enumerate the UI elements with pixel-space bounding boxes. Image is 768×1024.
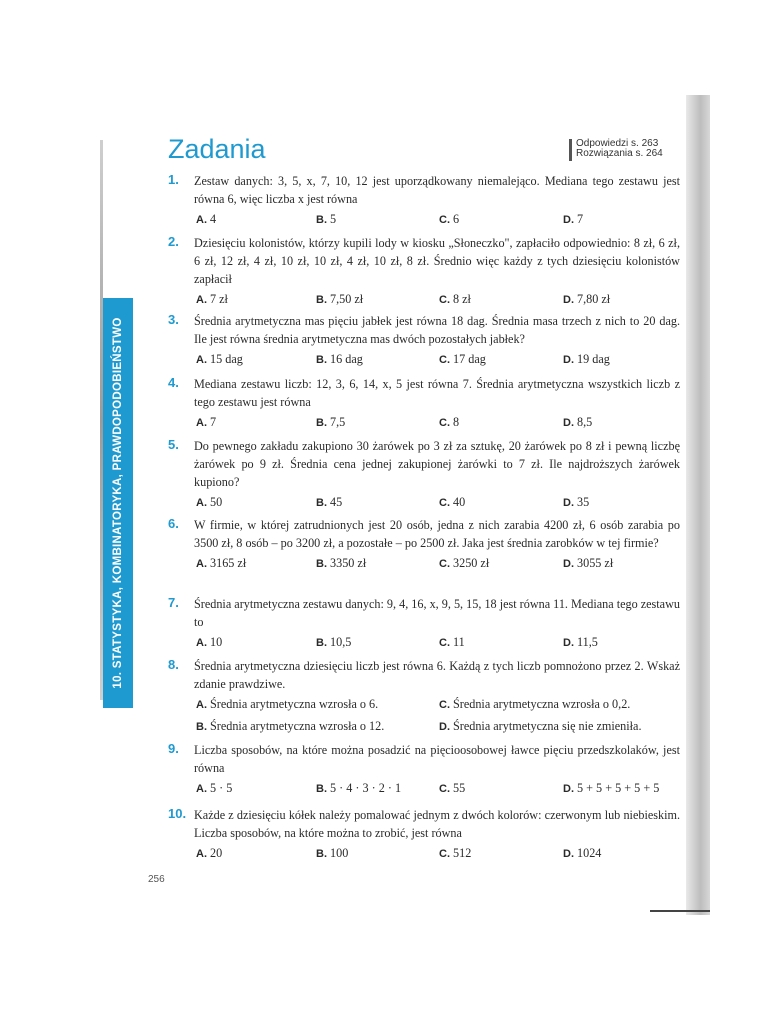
answer-option: A. 5 · 5	[196, 781, 233, 795]
task-number: 7.	[168, 595, 179, 610]
answer-option: A. 15 dag	[196, 352, 243, 366]
answer-option: A. Średnia arytmetyczna wzrosła o 6.	[196, 697, 379, 711]
answer-row	[168, 415, 680, 433]
answer-option: A. 7 zł	[196, 292, 228, 306]
answer-option: C. 8	[439, 415, 460, 429]
task-number: 4.	[168, 375, 179, 390]
answer-option: B. 10,5	[316, 635, 352, 649]
answer-row	[168, 846, 680, 864]
task	[168, 806, 680, 864]
task	[168, 657, 680, 737]
task-question: W firmie, w której zatrudnionych jest 20 osób, jedna z nich zarabia 4200 zł, 6 osób zarabia po 3500 zł, 8 osób – po 3200 zł, a pozostałe – po 2500 zł. Jaka jest średnia zarobków w tej firmie?	[194, 518, 680, 550]
task-number: 3.	[168, 312, 179, 327]
task	[168, 741, 680, 799]
answer-option: B. 100	[316, 846, 349, 860]
answer-option: D. 19 dag	[563, 352, 610, 366]
task	[168, 375, 680, 433]
answer-option: A. 20	[196, 846, 223, 860]
answer-option: C. 6	[439, 212, 460, 226]
answer-row	[168, 635, 680, 653]
answer-option: A. 7	[196, 415, 217, 429]
task-question: Średnia arytmetyczna mas pięciu jabłek jest równa 18 dag. Średnia masa trzech z nich to 20 dag. Ile jest równa średnia arytmetyczna mas dwóch pozostałych jabłek?	[194, 314, 680, 346]
answer-option: C. 11	[439, 635, 465, 649]
answer-option: D. 1024	[563, 846, 602, 860]
answer-option: D. 35	[563, 495, 590, 509]
answer-option: D. 3055 zł	[563, 556, 614, 570]
answer-option: D. 7	[563, 212, 584, 226]
task-question: Średnia arytmetyczna zestawu danych: 9, 4, 16, x, 9, 5, 15, 18 jest równa 11. Mediana tego zestawu to	[194, 597, 680, 629]
answer-option: C. 40	[439, 495, 466, 509]
answer-option: C. 512	[439, 846, 472, 860]
task	[168, 172, 680, 230]
answer-option: D. 8,5	[563, 415, 593, 429]
task-question: Zestaw danych: 3, 5, x, 7, 10, 12 jest uporządkowany niemalejąco. Mediana tego zestawu jest równa 6, więc liczba x jest równa	[194, 174, 680, 206]
answer-option: B. 3350 zł	[316, 556, 367, 570]
answer-row	[168, 781, 680, 799]
task	[168, 312, 680, 370]
task	[168, 595, 680, 653]
task-number: 8.	[168, 657, 179, 672]
answer-row	[168, 292, 680, 310]
answer-row	[168, 212, 680, 230]
task-number: 1.	[168, 172, 179, 187]
task-number: 10.	[168, 806, 187, 821]
task-number: 9.	[168, 741, 179, 756]
task-question: Do pewnego zakładu zakupiono 30 żarówek po 3 zł za sztukę, 20 żarówek po 8 zł i pewną liczbę żarówek po 9 zł. Średnia cena jednej zakupionej żarówki to 7 zł. Ile najdroższych żarówek kupiono?	[194, 439, 680, 489]
task-question: Mediana zestawu liczb: 12, 3, 6, 14, x, 5 jest równa 7. Średnia arytmetyczna wszystkich liczb z tego zestawu jest równa	[194, 377, 680, 409]
answer-option: B. Średnia arytmetyczna wzrosła o 12.	[196, 719, 385, 733]
task-number: 6.	[168, 516, 179, 531]
task-question: Liczba sposobów, na które można posadzić na pięcioosobowej ławce pięciu przedszkolaków, jest równa	[194, 743, 680, 775]
task-question: Każde z dziesięciu kółek należy pomalować jednym z dwóch kolorów: czerwonym lub niebieskim. Liczba sposobów, na które można to zrobić, jest równa	[194, 808, 680, 840]
answer-option: A. 10	[196, 635, 223, 649]
bottom-rule	[650, 910, 710, 912]
answer-option: B. 16 dag	[316, 352, 363, 366]
solutions-page-ref: Rozwiązania s. 264	[576, 148, 663, 159]
answer-option: C. 17 dag	[439, 352, 486, 366]
answer-option: A. 50	[196, 495, 223, 509]
page-fold-shadow	[686, 95, 710, 915]
answer-option: D. Średnia arytmetyczna się nie zmieniła.	[439, 719, 642, 733]
answer-row	[168, 495, 680, 513]
answer-option: D. 5 + 5 + 5 + 5 + 5	[563, 781, 660, 795]
answer-row	[168, 352, 680, 370]
answer-option: C. 55	[439, 781, 466, 795]
task-question: Dziesięciu kolonistów, którzy kupili lody w kiosku „Słoneczko", zapłaciło odpowiednio: 8 zł, 6 zł, 6 zł, 12 zł, 4 zł, 10 zł, 10 zł, 4 zł, 10 zł, 8 zł. Średnio więc każdy z tych dziesięciu kolonistów zapłacił	[194, 236, 680, 286]
answer-option: B. 45	[316, 495, 343, 509]
answer-option: A. 4	[196, 212, 217, 226]
answer-option: C. Średnia arytmetyczna wzrosła o 0,2.	[439, 697, 631, 711]
answer-option: C. 3250 zł	[439, 556, 490, 570]
task-number: 2.	[168, 234, 179, 249]
answer-option: D. 11,5	[563, 635, 598, 649]
task	[168, 437, 680, 513]
answers-page-ref: Odpowiedzi s. 263	[576, 138, 659, 149]
answer-option: A. 3165 zł	[196, 556, 247, 570]
answer-references	[576, 139, 663, 159]
answer-option: D. 7,80 zł	[563, 292, 611, 306]
page-title: Zadania	[168, 134, 266, 164]
answer-option: B. 7,5	[316, 415, 346, 429]
task	[168, 516, 680, 574]
task-question: Średnia arytmetyczna dziesięciu liczb jest równa 6. Każdą z tych liczb pomnożono przez 2. Wskaż zdanie prawdziwe.	[194, 659, 680, 691]
answer-grid	[168, 697, 680, 737]
chapter-tab-label: 10. STATYSTYKA, KOMBINATORYKA, PRAWDOPODOBIEŃSTWO	[112, 317, 124, 689]
task-number: 5.	[168, 437, 179, 452]
answer-option: B. 5 · 4 · 3 · 2 · 1	[316, 781, 402, 795]
reference-marker	[569, 139, 572, 161]
answer-option: B. 5	[316, 212, 337, 226]
answer-row	[168, 556, 680, 574]
answer-option: C. 8 zł	[439, 292, 471, 306]
task	[168, 234, 680, 310]
page-number: 256	[148, 874, 165, 885]
answer-option: B. 7,50 zł	[316, 292, 364, 306]
